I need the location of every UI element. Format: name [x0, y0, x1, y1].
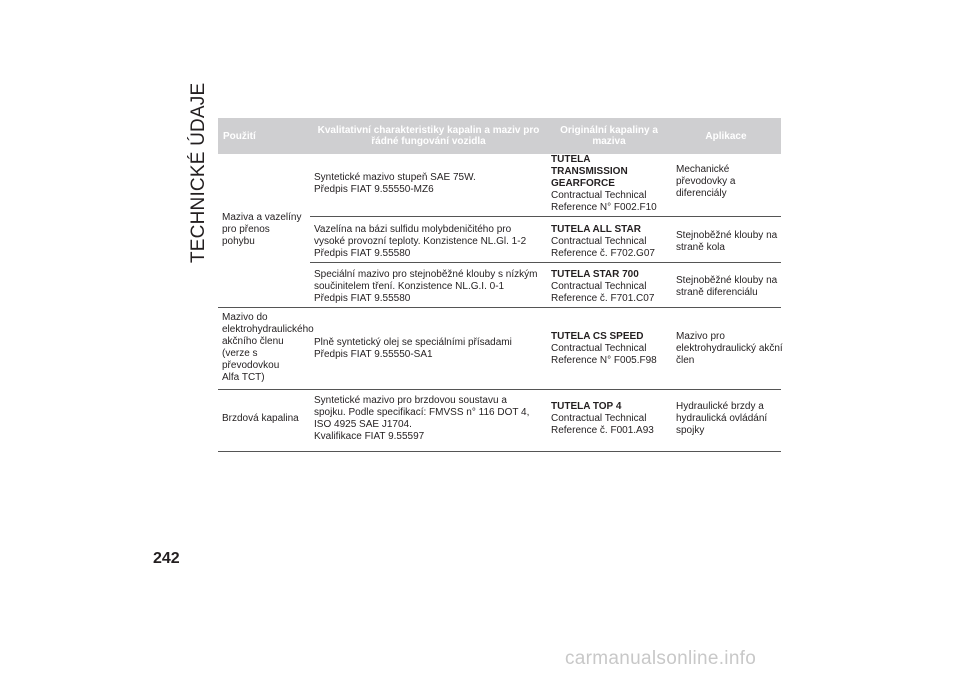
product-ref-line: Contractual Technical [551, 190, 647, 201]
spec-line: Předpis FIAT 9.55550-SA1 [314, 349, 433, 360]
header-specification: Kvalitativní charakteristiky kapalin a maziv pro řádné fungování vozidla [317, 125, 540, 147]
header-application: Aplikace [705, 130, 747, 142]
section-title: TECHNICKÉ ÚDAJE [188, 82, 209, 263]
use-line: Alfa TCT) [222, 372, 265, 383]
application-line: člen [676, 355, 695, 366]
application-cell [676, 275, 777, 299]
spec-line: spojku. Podle specifikací: FMVSS n° 116 DOT 4, [314, 407, 530, 418]
product-name-line: TUTELA STAR 700 [551, 269, 639, 280]
product-cell [551, 331, 657, 367]
spec-cell [314, 224, 526, 260]
application-cell [676, 401, 767, 437]
product-name-line: TUTELA CS SPEED [551, 331, 644, 342]
header-use: Použití [223, 130, 256, 142]
use-line: (verze s [222, 348, 258, 359]
application-line: elektrohydraulický akční [676, 343, 783, 354]
use-line: Maziva a vazelíny [222, 212, 302, 223]
use-cell [222, 212, 301, 248]
use-cell [222, 312, 314, 384]
product-ref-line: Reference č. F001.A93 [551, 425, 654, 436]
product-name-line: TUTELA [551, 154, 591, 165]
use-cell [222, 413, 299, 425]
spec-line: Plně syntetický olej se speciálními přísadami [314, 337, 512, 348]
use-line: pro přenos [222, 224, 270, 235]
application-line: Stejnoběžné klouby na [676, 230, 778, 241]
product-ref-line: Reference N° F002.F10 [551, 202, 657, 213]
application-line: hydraulická ovládání [676, 413, 768, 424]
product-ref-line: Contractual Technical [551, 281, 647, 292]
row-divider [310, 262, 781, 263]
table-bottom-rule [218, 451, 781, 452]
application-cell [676, 331, 783, 367]
spec-line: Vazelína na bázi sulfidu molybdeničitého pro [314, 224, 512, 235]
use-line: Mazivo do [222, 312, 268, 323]
application-line: diferenciály [676, 188, 727, 199]
spec-line: Speciální mazivo pro stejnoběžné klouby s nízkým [314, 269, 538, 280]
product-cell [551, 154, 657, 214]
spec-line: Předpis FIAT 9.55580 [314, 293, 411, 304]
application-line: Mazivo pro [676, 331, 725, 342]
spec-line: Předpis FIAT 9.55580 [314, 248, 411, 259]
row-divider [310, 216, 781, 217]
spec-line: Předpis FIAT 9.55550-MZ6 [314, 184, 434, 195]
product-ref-line: Contractual Technical [551, 343, 647, 354]
spec-cell [314, 337, 512, 361]
product-ref-line: Reference č. F701.C07 [551, 293, 655, 304]
application-line: Mechanické [676, 164, 730, 175]
application-line: spojky [676, 425, 705, 436]
application-line: straně diferenciálu [676, 287, 758, 298]
lubricants-table [218, 118, 783, 442]
application-cell [676, 230, 777, 254]
product-name-line: GEARFORCE [551, 178, 615, 189]
spec-line: ISO 4925 SAE J1704. [314, 419, 412, 430]
page-number: 242 [153, 550, 180, 567]
product-cell [551, 269, 654, 305]
spec-line: Kvalifikace FIAT 9.55597 [314, 431, 425, 442]
spec-cell [314, 269, 537, 305]
spec-line: Syntetické mazivo pro brzdovou soustavu a [314, 395, 507, 406]
watermark: carmanualsonline.info [565, 648, 757, 669]
product-ref-line: Contractual Technical [551, 413, 647, 424]
table-header [218, 118, 781, 154]
use-line: převodovkou [222, 360, 280, 371]
spec-cell [314, 172, 476, 196]
application-line: převodovky a [676, 176, 736, 187]
application-line: Stejnoběžné klouby na [676, 275, 778, 286]
product-ref-line: Contractual Technical [551, 236, 647, 247]
header-original-product: Originální kapaliny a maziva [560, 125, 658, 147]
product-ref-line: Reference N° F005.F98 [551, 355, 657, 366]
group-divider [218, 389, 781, 390]
product-name-line: TUTELA TOP 4 [551, 401, 622, 412]
application-cell [676, 164, 735, 200]
use-line: elektrohydraulického [222, 324, 314, 335]
application-line: straně kola [676, 242, 725, 253]
use-line: Brzdová kapalina [222, 413, 299, 424]
product-name-line: TRANSMISSION [551, 166, 628, 177]
product-ref-line: Reference č. F702.G07 [551, 248, 655, 259]
spec-line: součinitelem tření. Konzistence NL.G.I. 0-1 [314, 281, 505, 292]
use-line: pohybu [222, 236, 255, 247]
spec-line: Syntetické mazivo stupeň SAE 75W. [314, 172, 476, 183]
spec-cell [314, 395, 529, 443]
product-name-line: TUTELA ALL STAR [551, 224, 641, 235]
spec-line: vysoké provozní teploty. Konzistence NL.Gl. 1-2 [314, 236, 527, 247]
product-cell [551, 224, 655, 260]
application-line: Hydraulické brzdy a [676, 401, 764, 412]
use-line: akčního členu [222, 336, 284, 347]
product-cell [551, 401, 654, 437]
group-divider [218, 307, 781, 308]
